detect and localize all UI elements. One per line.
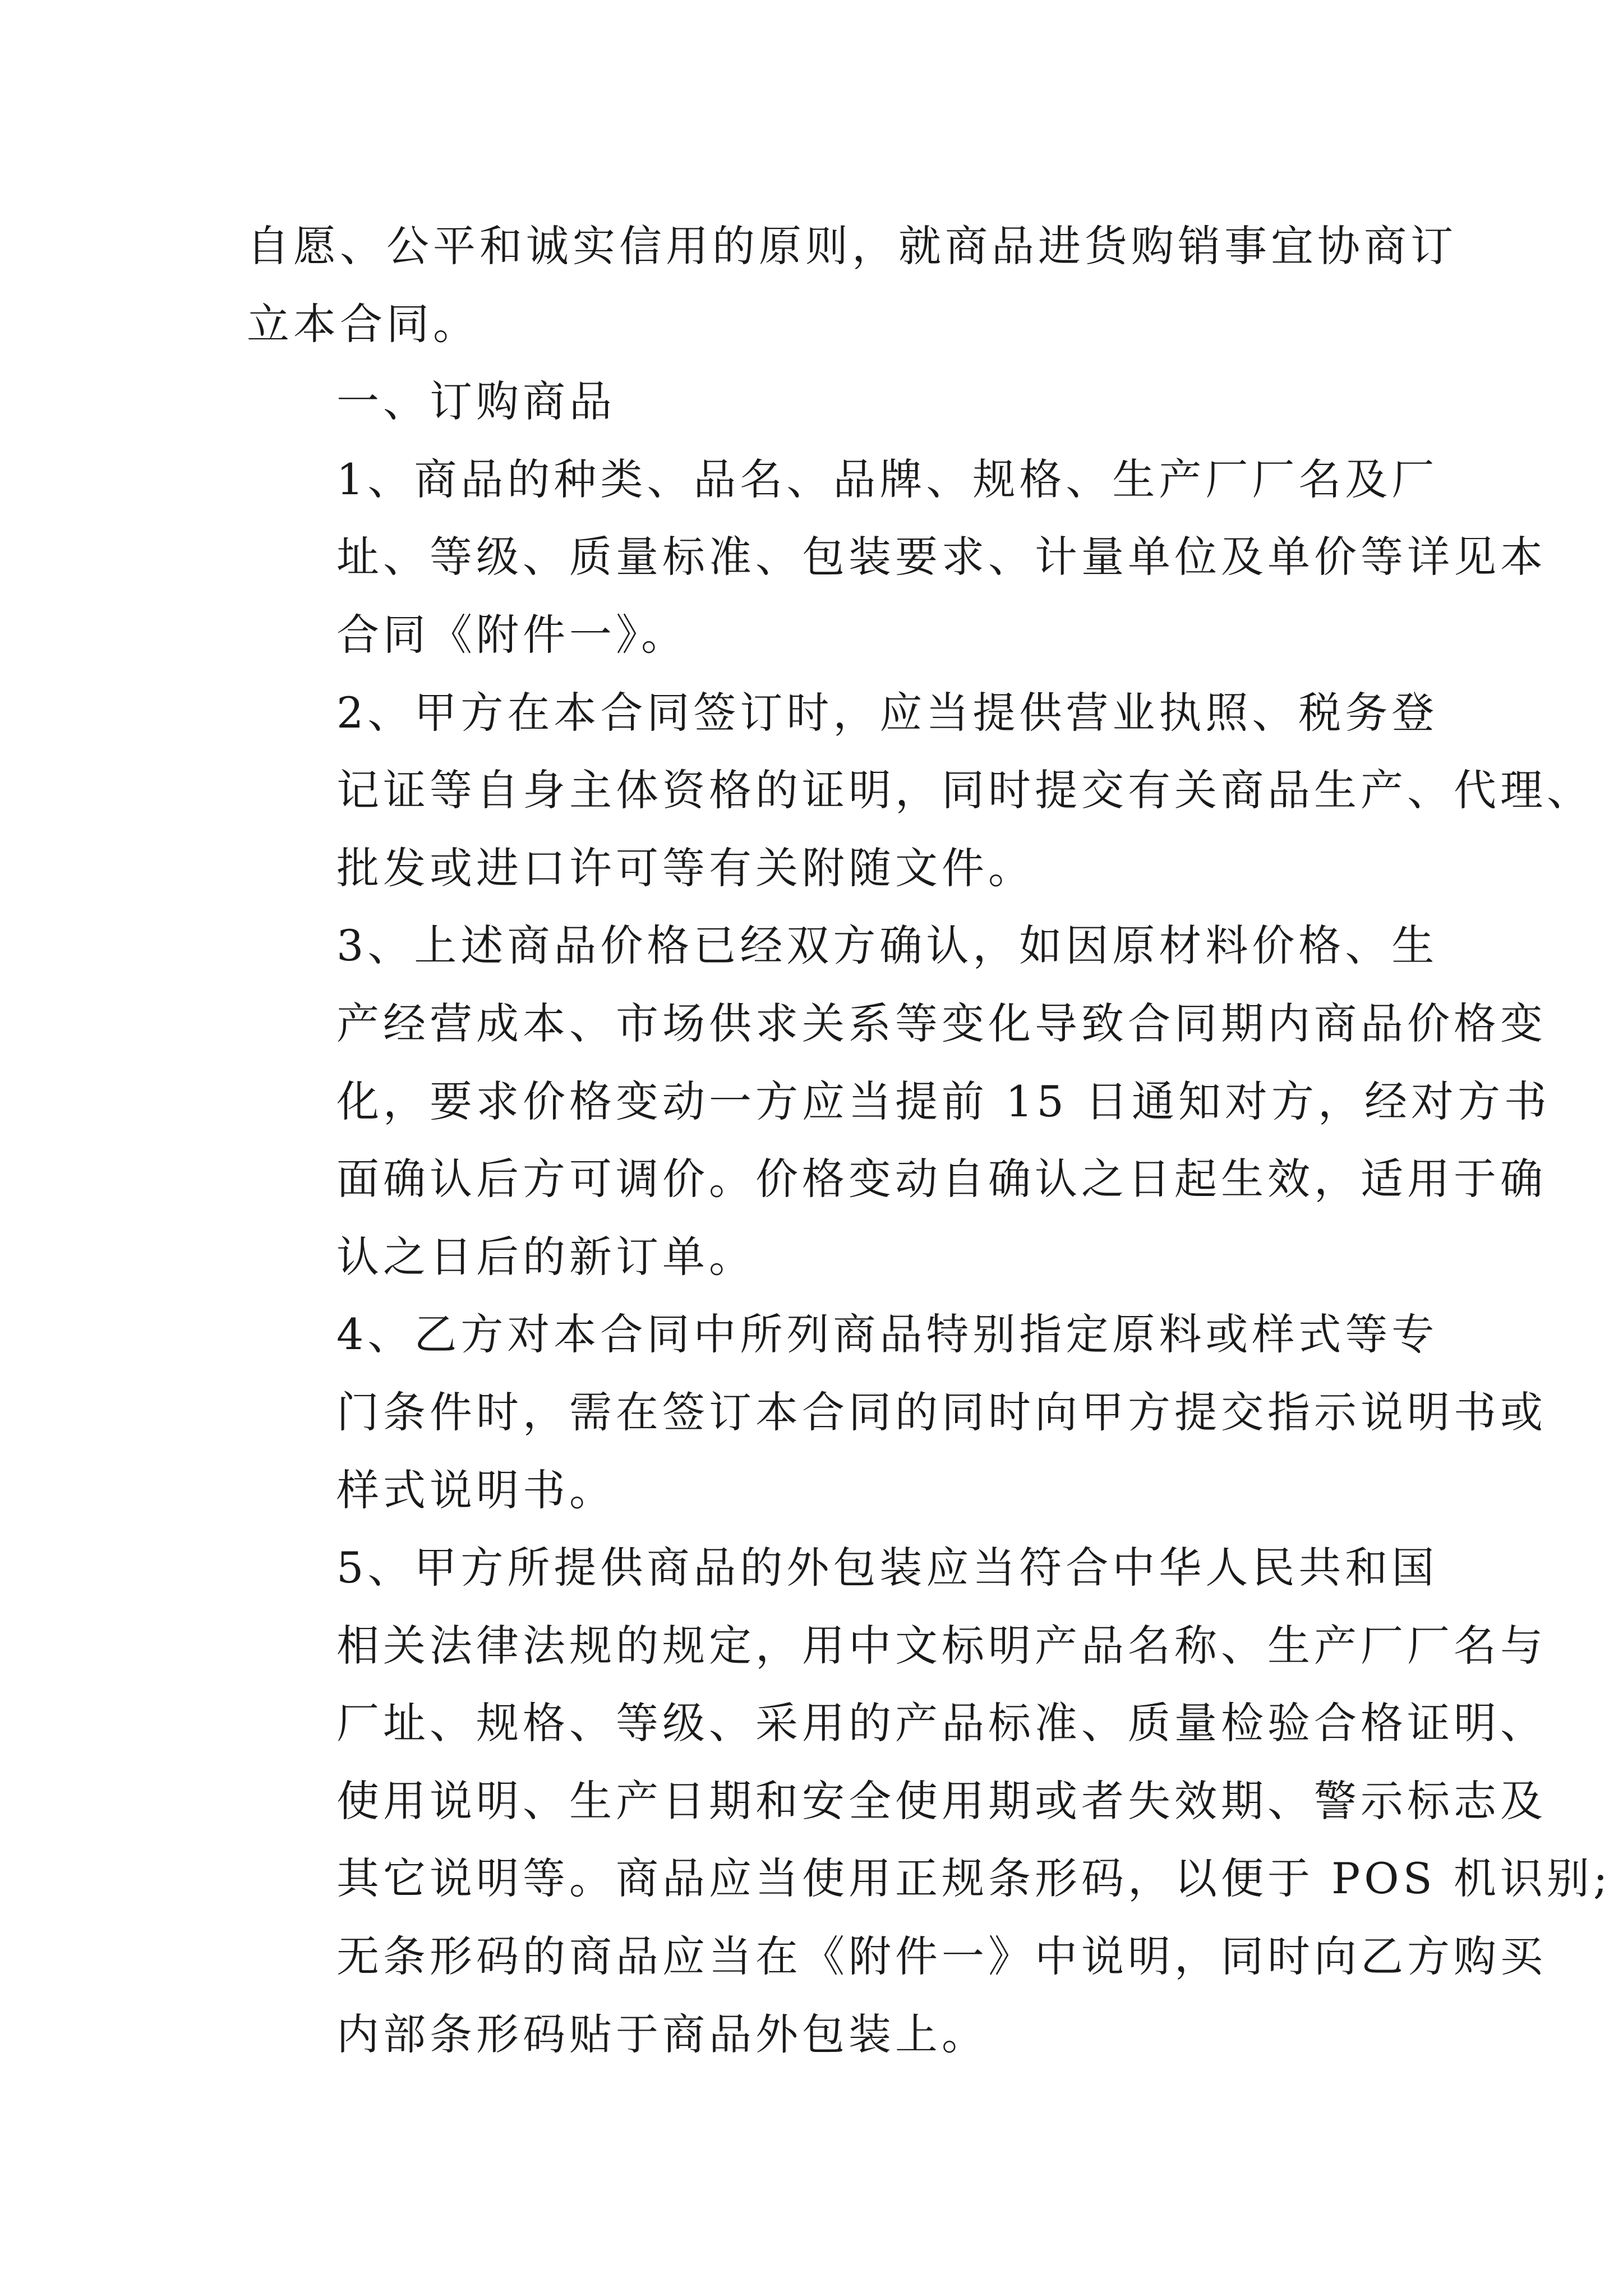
text-line: 认之日后的新订单。 bbox=[336, 1231, 755, 1282]
document-body bbox=[247, 208, 1612, 2073]
text-line: 产经营成本、市场供求关系等变化导致合同期内商品价格变 bbox=[336, 998, 1547, 1048]
text-line: 4、乙方对本合同中所列商品特别指定原料或样式等专 bbox=[336, 1309, 1438, 1360]
clause-1 bbox=[247, 441, 1547, 674]
text-line: 面确认后方可调价。价格变动自确认之日起生效，适用于确 bbox=[336, 1154, 1547, 1204]
clause-5 bbox=[247, 1529, 1612, 2073]
text-line: 其它说明等。商品应当使用正规条形码，以便于 POS 机识别; bbox=[336, 1853, 1612, 1904]
text-line: 化，要求价格变动一方应当提前 15 日通知对方，经对方书 bbox=[336, 1076, 1551, 1126]
text-line: 1、商品的种类、品名、品牌、规格、生产厂厂名及厂 bbox=[336, 454, 1438, 504]
section-heading-order-goods bbox=[247, 363, 1391, 441]
text-line: 立本合同。 bbox=[247, 298, 479, 349]
text-line: 5、甲方所提供商品的外包装应当符合中华人民共和国 bbox=[336, 1543, 1438, 1593]
text-line: 样式说明书。 bbox=[336, 1465, 616, 1515]
text-line: 使用说明、生产日期和安全使用期或者失效期、警示标志及 bbox=[336, 1775, 1547, 1826]
text-line: 无条形码的商品应当在《附件一》中说明，同时向乙方购买 bbox=[336, 1931, 1547, 1982]
text-line: 相关法律法规的规定，用中文标明产品名称、生产厂厂名与 bbox=[336, 1620, 1547, 1671]
text-line: 自愿、公平和诚实信用的原则，就商品进货购销事宜协商订 bbox=[247, 221, 1457, 271]
clause-4 bbox=[247, 1296, 1547, 1529]
text-line: 厂址、规格、等级、采用的产品标准、质量检验合格证明、 bbox=[336, 1698, 1547, 1749]
text-line: 内部条形码贴于商品外包装上。 bbox=[336, 2009, 988, 2059]
text-line: 门条件时，需在签订本合同的同时向甲方提交指示说明书或 bbox=[336, 1387, 1547, 1437]
text-line: 2、甲方在本合同签订时，应当提供营业执照、税务登 bbox=[336, 687, 1438, 738]
paragraph-intro bbox=[247, 208, 1457, 363]
text-line: 批发或进口许可等有关附随文件。 bbox=[336, 843, 1035, 893]
clause-2 bbox=[247, 674, 1593, 908]
clause-3 bbox=[247, 907, 1551, 1296]
text-line: 一、订购商品 bbox=[336, 376, 616, 427]
text-line: 合同《附件一》。 bbox=[336, 609, 688, 660]
text-line: 3、上述商品价格已经双方确认，如因原材料价格、生 bbox=[336, 921, 1438, 971]
text-line: 记证等自身主体资格的证明，同时提交有关商品生产、代理、 bbox=[336, 765, 1593, 816]
text-line: 址、等级、质量标准、包装要求、计量单位及单价等详见本 bbox=[336, 532, 1547, 582]
